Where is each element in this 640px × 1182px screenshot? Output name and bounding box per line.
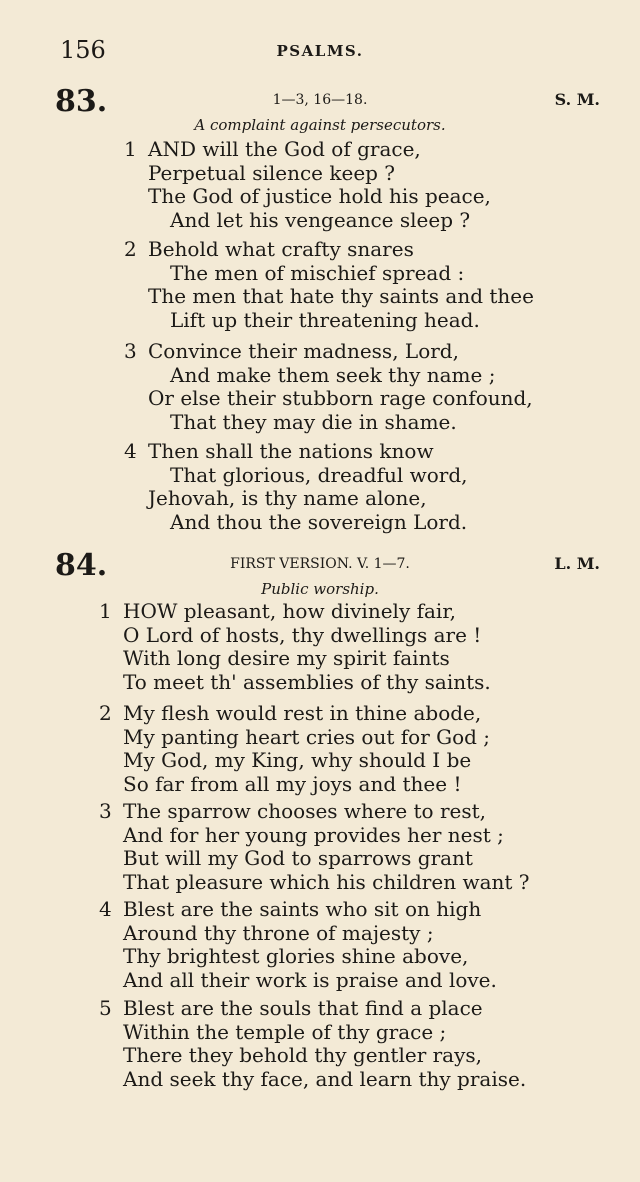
page-number: 156 — [60, 36, 106, 64]
stanza-line: 5 Blest are the souls that find a place — [99, 996, 483, 1020]
stanza — [99, 997, 526, 1091]
stanza-line: 2 My flesh would rest in thine abode, — [99, 701, 482, 725]
hymn-meter: L. M. — [554, 554, 600, 573]
hymn-verses: FIRST VERSION. V. 1—7. — [230, 556, 410, 572]
stanza-number: 1 — [124, 137, 137, 161]
stanza-line: Lift up their threatening head. — [170, 307, 480, 332]
hymn-83-heading — [0, 84, 640, 118]
stanza — [124, 340, 533, 434]
stanza — [99, 898, 497, 992]
stanza — [99, 702, 490, 796]
stanza-line: 1 AND will the God of grace, — [124, 137, 421, 161]
stanza-line: 4 Then shall the nations know — [124, 439, 434, 463]
stanza-line: So far from all my joys and thee ! — [123, 771, 462, 796]
stanza-line: Within the temple of thy grace ; — [123, 1019, 447, 1044]
stanza-line: My panting heart cries out for God ; — [123, 724, 491, 749]
stanza-line: The men of mischief spread : — [170, 260, 465, 285]
stanza — [99, 800, 529, 894]
stanza-line: With long desire my spirit faints — [123, 646, 450, 670]
stanza-line: 4 Blest are the saints who sit on high — [99, 897, 482, 921]
stanza-line: That they may die in shame. — [170, 409, 457, 434]
stanza-line: My God, my King, why should I be — [123, 748, 472, 772]
stanza — [124, 138, 491, 232]
stanza — [124, 238, 534, 332]
hymn-number: 83. — [55, 84, 108, 119]
stanza-line: That glorious, dreadful word, — [170, 462, 468, 487]
stanza-line: And all their work is praise and love. — [123, 967, 497, 992]
stanza-line: O Lord of hosts, thy dwellings are ! — [123, 622, 482, 647]
stanza-line: But will my God to sparrows grant — [123, 846, 473, 870]
stanza-number: 2 — [124, 237, 137, 261]
running-head — [0, 36, 640, 66]
stanza-line: To meet th' assemblies of thy saints. — [123, 669, 491, 694]
stanza-number: 2 — [99, 701, 112, 725]
hymn-meter: S. M. — [554, 90, 600, 109]
stanza-line: The men that hate thy saints and thee — [148, 284, 534, 308]
stanza-line: The God of justice hold his peace, — [148, 184, 491, 208]
stanza-line: And thou the sovereign Lord. — [170, 509, 468, 534]
stanza — [99, 600, 491, 694]
stanza-line: And let his vengeance sleep ? — [170, 207, 471, 232]
hymn-number: 84. — [55, 548, 108, 583]
stanza-number: 3 — [124, 339, 137, 363]
stanza-line: 2 Behold what crafty snares — [124, 237, 414, 261]
stanza-line: Perpetual silence keep ? — [148, 160, 396, 185]
hymn-subtitle: A complaint against persecutors. — [194, 116, 446, 134]
stanza-line: There they behold thy gentler rays, — [123, 1043, 483, 1067]
running-title: PSALMS. — [276, 42, 364, 60]
stanza-number: 4 — [99, 897, 112, 921]
stanza-line: Jehovah, is thy name alone, — [148, 486, 427, 510]
stanza-line: Or else their stubborn rage confound, — [148, 386, 533, 410]
stanza-line: Around thy throne of majesty ; — [123, 920, 434, 945]
stanza-line: 3 Convince their madness, Lord, — [124, 339, 459, 363]
stanza-line: And seek thy face, and learn thy praise. — [123, 1066, 527, 1091]
stanza-line: 3 The sparrow chooses where to rest, — [99, 799, 487, 823]
stanza — [124, 440, 467, 534]
stanza-line: And for her young provides her nest ; — [123, 822, 504, 847]
stanza-line: 1 HOW pleasant, how divinely fair, — [99, 599, 457, 623]
hymn-verses: 1—3, 16—18. — [272, 92, 368, 108]
stanza-number: 1 — [99, 599, 112, 623]
stanza-line: That pleasure which his children want ? — [123, 869, 530, 894]
stanza-number: 3 — [99, 799, 112, 823]
stanza-number: 4 — [124, 439, 137, 463]
stanza-number: 5 — [99, 996, 112, 1020]
hymn-84-heading — [0, 548, 640, 582]
stanza-line: Thy brightest glories shine above, — [123, 944, 469, 968]
stanza-line: And make them seek thy name ; — [170, 362, 496, 387]
hymn-subtitle: Public worship. — [261, 580, 379, 598]
